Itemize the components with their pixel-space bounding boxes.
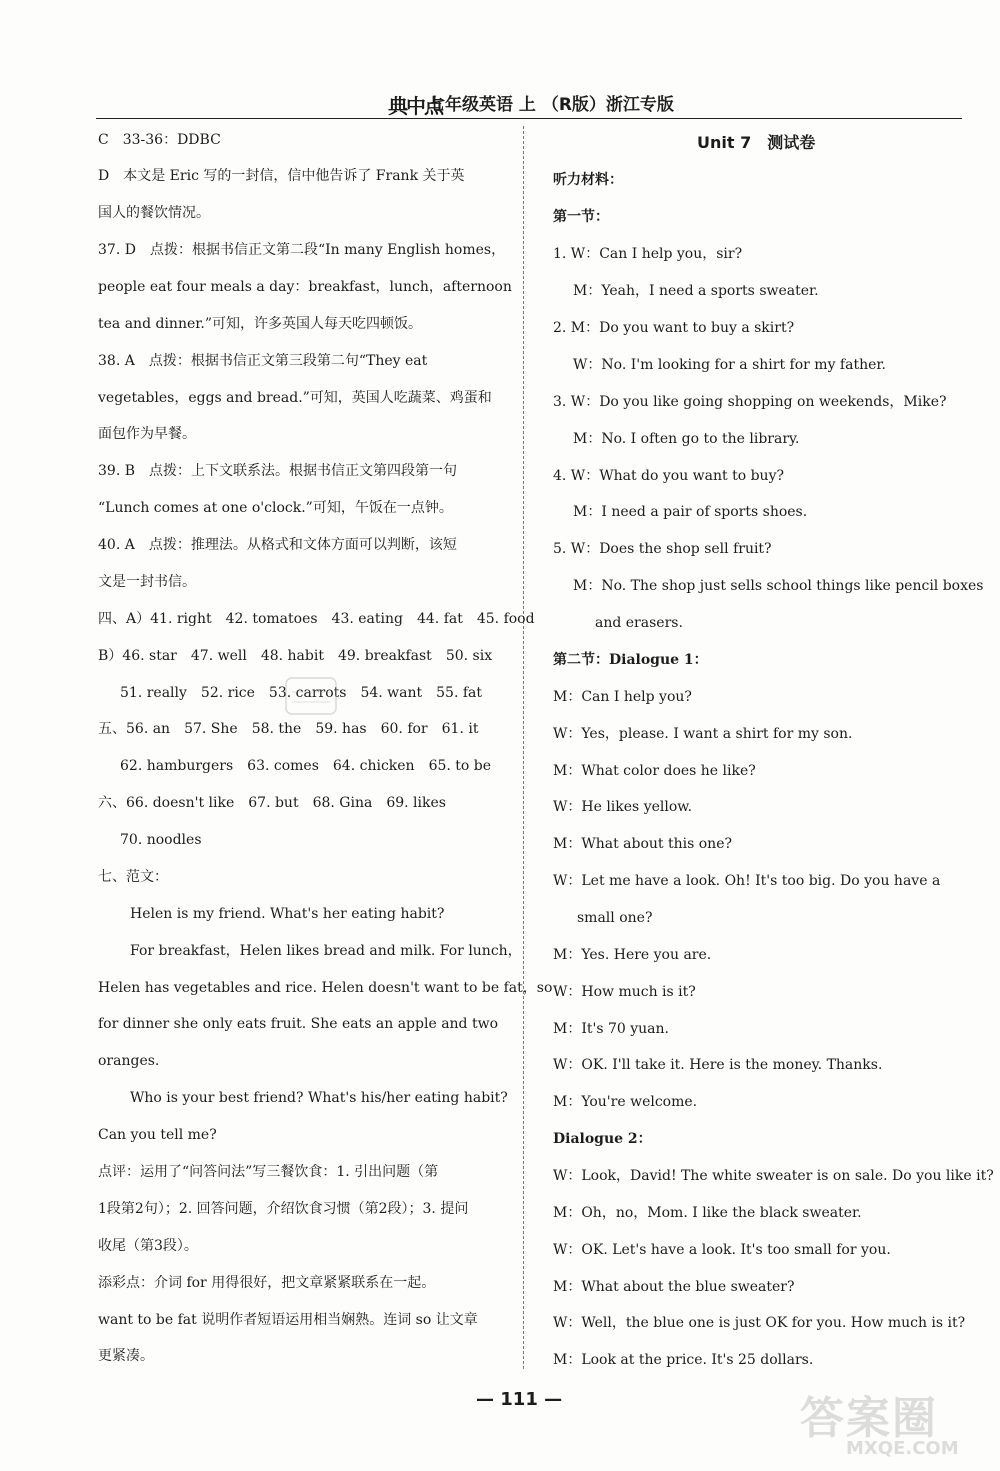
dialogue2-line-5: W：Well，the blue one is just OK for you. How much is it? — [553, 1315, 966, 1331]
dialogue1-line-8: W：How much is it? — [553, 984, 696, 1000]
q1-m: M：Yeah，I need a sports sweater. — [573, 283, 819, 299]
page-number: — 111 — — [476, 1389, 563, 1410]
dialogue1-line-1: M：Can I help you? — [553, 689, 692, 705]
section-6-answers-cont: 70. noodles — [120, 832, 202, 848]
comment-line-2: 1段第2句）；2. 回答问题，介绍饮食习惯（第2段）；3. 提问 — [98, 1201, 469, 1217]
dialogue1-line-11: M：You're welcome. — [553, 1094, 698, 1110]
section-4a-answers: 四、A）41. right 42. tomatoes 43. eating 44. fat 45. food — [98, 611, 535, 627]
dialogue2-line-2: M：Oh，no，Mom. I like the black sweater. — [553, 1205, 862, 1221]
section-6-answers: 六、66. doesn't like 67. but 68. Gina 69. likes — [98, 795, 446, 811]
dialogue1-line-10: W：OK. I'll take it. Here is the money. Thanks. — [553, 1057, 883, 1073]
q2-w: W：No. I'm looking for a shirt for my father. — [573, 357, 886, 373]
dialogue1-line-7: M：Yes. Here you are. — [553, 947, 712, 963]
dialogue1-line-5: M：What about this one? — [553, 836, 732, 852]
dialogue-2-heading: Dialogue 2： — [553, 1131, 652, 1147]
q4-w: 4. W：What do you want to buy? — [553, 468, 784, 484]
section-5-answers-cont: 62. hamburgers 63. comes 64. chicken 65. to be — [120, 758, 492, 774]
publisher-logo: 典中点 — [388, 94, 442, 118]
answer-37-cont: people eat four meals a day：breakfast，lunch，afternoon — [98, 279, 512, 295]
q3-m: M：No. I often go to the library. — [573, 431, 800, 447]
answer-37-cont2: tea and dinner.”可知，许多英国人每天吃四顿饭。 — [98, 316, 423, 332]
highlight-line-2: want to be fat 说明作者短语运用相当娴熟。连词 so 让文章 — [98, 1312, 478, 1328]
q5-m-cont: and erasers. — [595, 615, 683, 631]
essay-line-4: for dinner she only eats fruit. She eats an apple and two — [98, 1016, 499, 1032]
dialogue1-line-2: W：Yes，please. I want a shirt for my son. — [553, 726, 853, 742]
watermark-logo-text: 答案圈 — [800, 1393, 938, 1444]
essay-line-1: Helen is my friend. What's her eating habit? — [130, 906, 445, 922]
dialogue1-line-9: M：It's 70 yuan. — [553, 1021, 669, 1037]
comment-line-3: 收尾（第3段）。 — [98, 1238, 198, 1254]
q3-w: 3. W：Do you like going shopping on weekends，Mike? — [553, 394, 947, 410]
watermark-url: MXQE.COM — [846, 1438, 959, 1459]
ink-stamp-icon — [282, 674, 340, 720]
dialogue1-line-4: W：He likes yellow. — [553, 799, 693, 815]
q1-w: 1. W：Can I help you，sir? — [553, 246, 743, 262]
section-4b-answers: B）46. star 47. well 48. habit 49. breakfast 50. six — [98, 648, 493, 664]
answer-c-33-36: C 33-36：DDBC — [98, 132, 221, 148]
highlight-line-3: 更紧凑。 — [98, 1348, 154, 1364]
site-watermark — [796, 1382, 976, 1460]
answer-39: 39. B 点拨：上下文联系法。根据书信正文第四段第一句 — [98, 463, 458, 479]
q5-m: M：No. The shop just sells school things like pencil boxes — [573, 578, 984, 594]
comment-line-1: 点评：运用了“问答问法”写三餐饮食：1. 引出问题（第 — [98, 1164, 439, 1180]
dialogue2-line-6: M：Look at the price. It's 25 dollars. — [553, 1352, 814, 1368]
q4-m: M：I need a pair of sports shoes. — [573, 504, 808, 520]
answer-38-cont: vegetables，eggs and bread.”可知，英国人吃蔬菜、鸡蛋和 — [98, 390, 492, 406]
essay-line-7: Can you tell me? — [98, 1127, 217, 1143]
essay-line-5: oranges. — [98, 1053, 160, 1069]
section-1-heading: 第一节： — [553, 209, 609, 225]
highlight-line-1: 添彩点：介词 for 用得很好，把文章紧紧联系在一起。 — [98, 1275, 436, 1291]
passage-d-intro: D 本文是 Eric 写的一封信，信中他告诉了 Frank 关于英 — [98, 168, 465, 184]
answer-40-cont: 文是一封书信。 — [98, 574, 196, 590]
answer-38-cont2: 面包作为早餐。 — [98, 426, 196, 442]
dialogue1-line-6-cont: small one? — [577, 910, 653, 926]
answer-37: 37. D 点拨：根据书信正文第二段“In many English homes， — [98, 242, 506, 258]
section-2-heading: 第二节：Dialogue 1： — [553, 652, 708, 668]
dialogue2-line-3: W：OK. Let's have a look. It's too small for you. — [553, 1242, 891, 1258]
dialogue1-line-6: W：Let me have a look. Oh! It's too big. Do you have a — [553, 873, 941, 889]
dialogue1-line-3: M：What color does he like? — [553, 763, 756, 779]
book-title: 七年级英语 上 （R版）浙江专版 — [428, 95, 674, 115]
answer-40: 40. A 点拨：推理法。从格式和文体方面可以判断，该短 — [98, 537, 457, 553]
section-5-answers: 五、56. an 57. She 58. the 59. has 60. for 61. it — [98, 721, 479, 737]
page-header — [96, 88, 962, 119]
passage-d-intro-cont: 国人的餐饮情况。 — [98, 205, 210, 221]
listening-heading: 听力材料： — [553, 172, 623, 188]
dialogue2-line-1: W：Look，David! The white sweater is on sale. Do you like it? — [553, 1168, 994, 1184]
q2-m: 2. M：Do you want to buy a skirt? — [553, 320, 795, 336]
answer-39-cont: “Lunch comes at one o'clock.”可知，午饭在一点钟。 — [98, 500, 453, 516]
section-4b-answers-cont: 51. really 52. rice 53. carrots 54. want 55. fat — [120, 685, 483, 701]
section-7-heading: 七、范文： — [98, 869, 168, 885]
answer-38: 38. A 点拨：根据书信正文第三段第二句“They eat — [98, 353, 428, 369]
essay-line-6: Who is your best friend? What's his/her eating habit? — [130, 1090, 508, 1106]
essay-line-3: Helen has vegetables and rice. Helen doesn't want to be fat，so — [98, 980, 553, 996]
unit-title: Unit 7 测试卷 — [697, 133, 816, 152]
dialogue2-line-4: M：What about the blue sweater? — [553, 1279, 795, 1295]
essay-line-2: For breakfast，Helen likes bread and milk. For lunch， — [130, 943, 522, 959]
q5-w: 5. W：Does the shop sell fruit? — [553, 541, 772, 557]
column-divider — [523, 126, 524, 1369]
